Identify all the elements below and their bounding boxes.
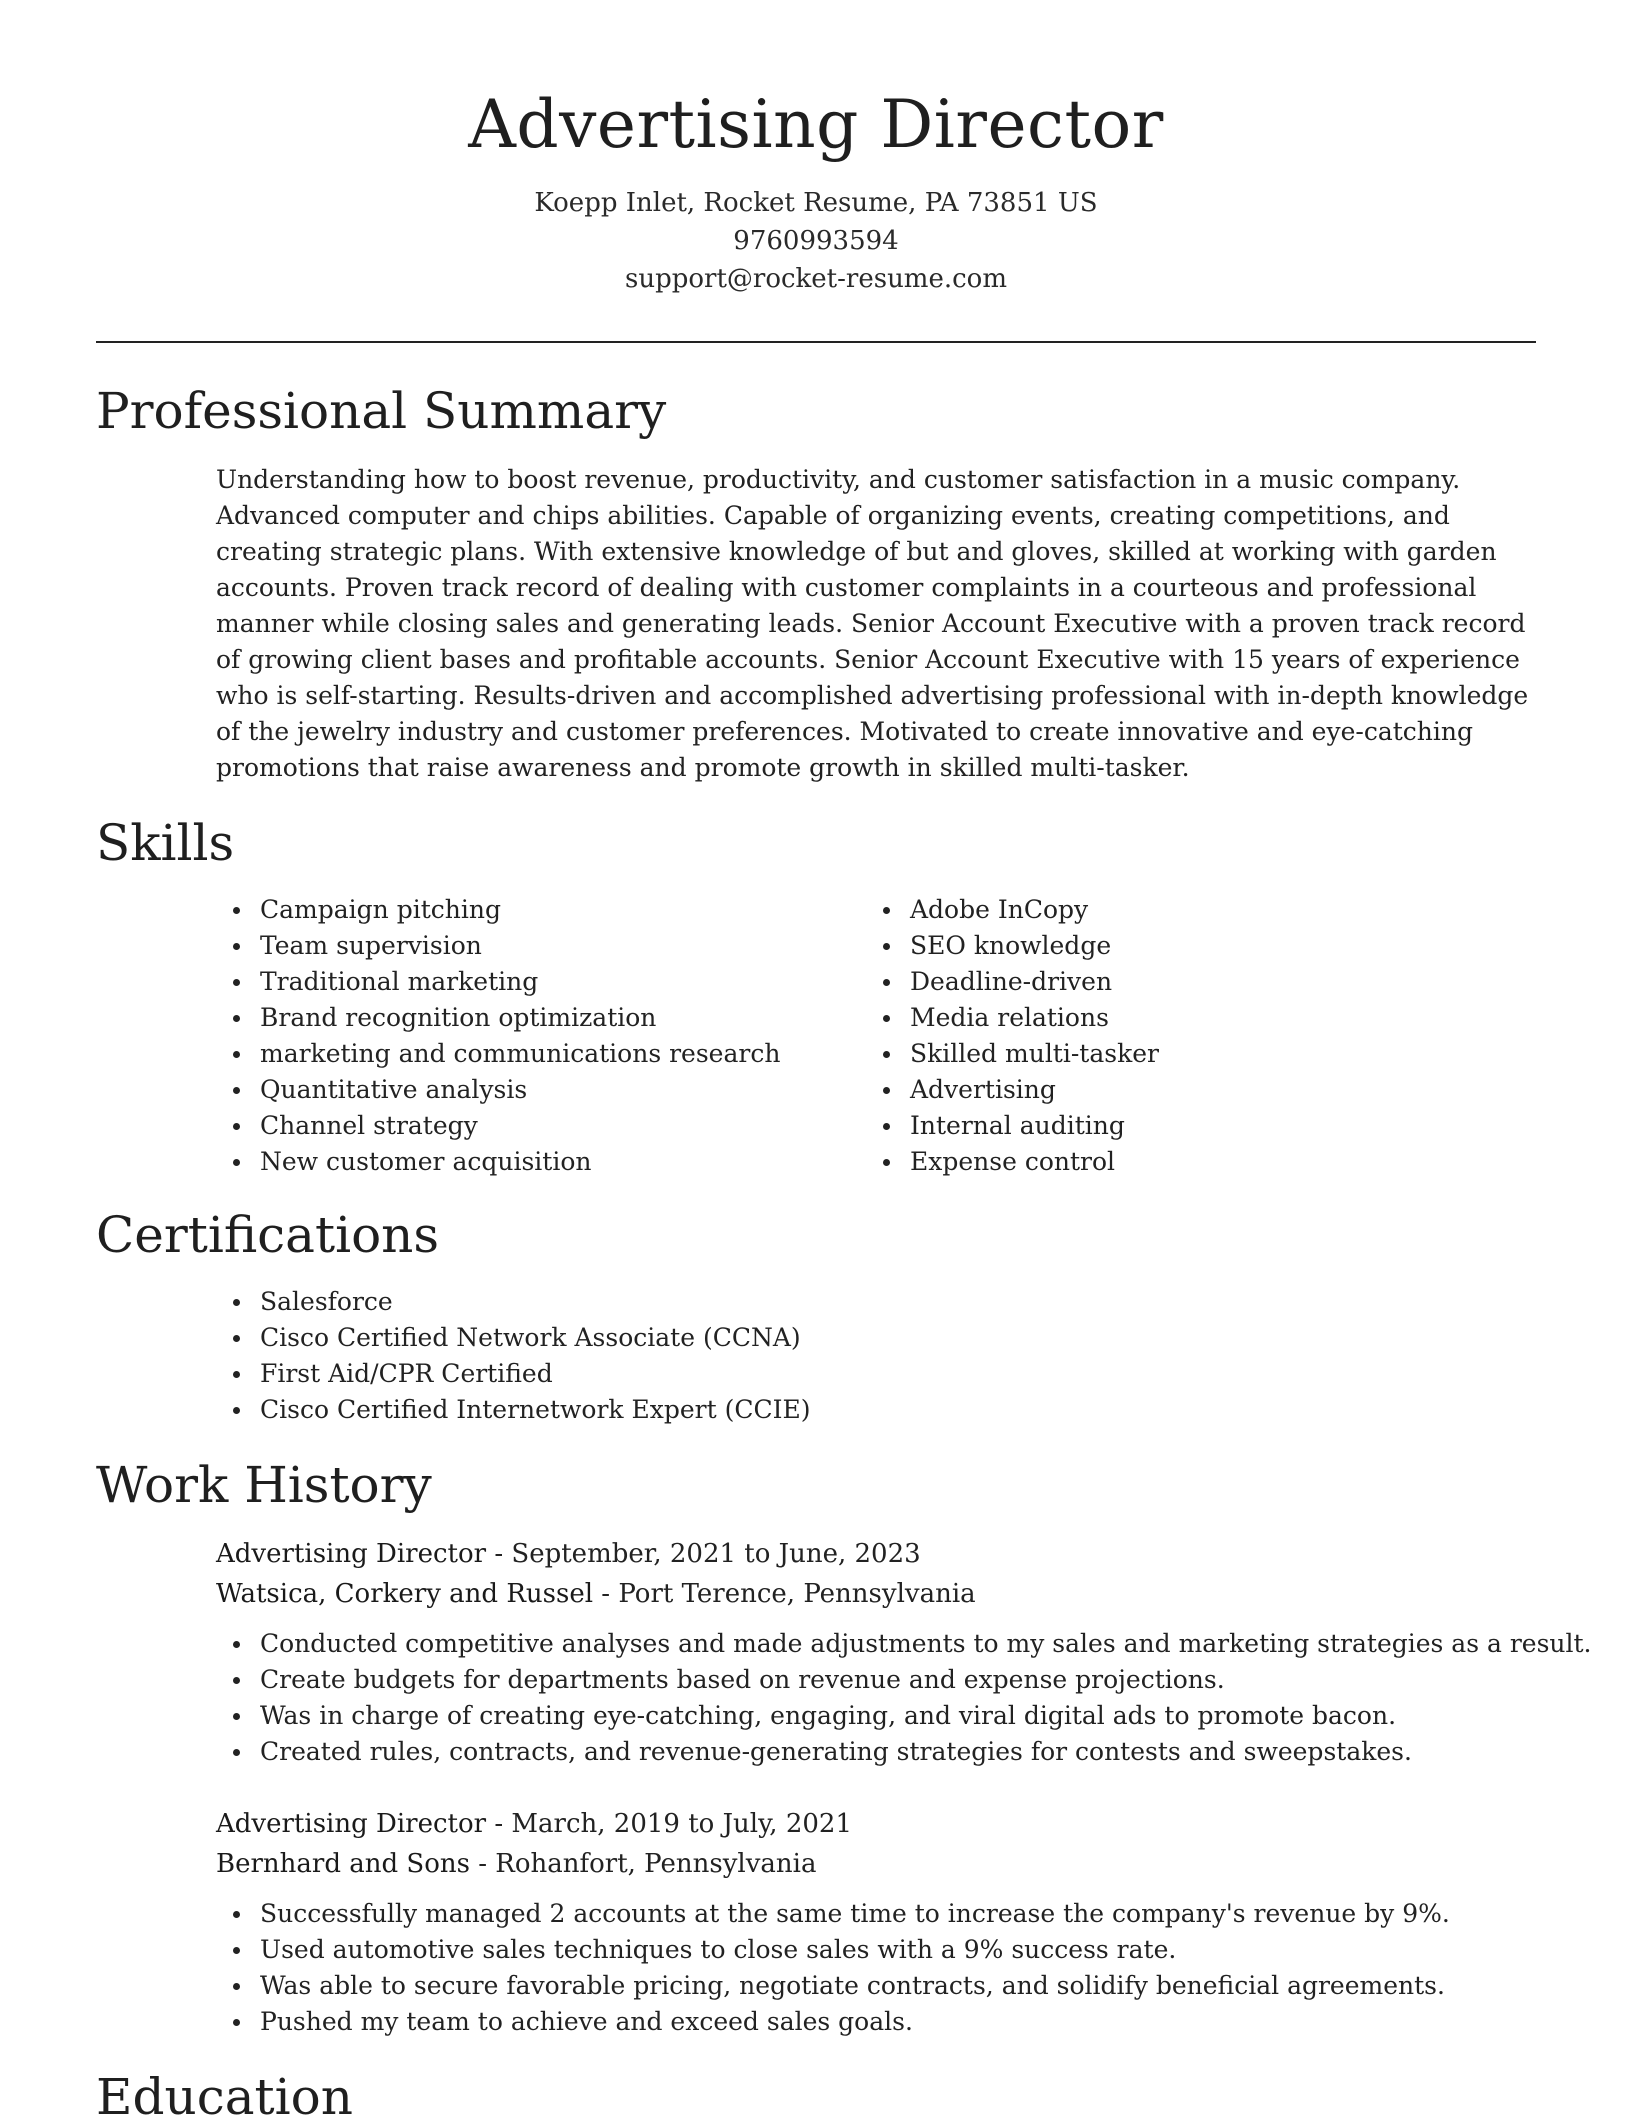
job-entry	[216, 1804, 1536, 2040]
job-duty-item: Was able to secure favorable pricing, negotiate contracts, and solidify beneficial agreements.	[216, 1968, 1536, 2004]
certifications-list	[216, 1284, 1216, 1428]
contact-block	[96, 184, 1536, 298]
job-role: Advertising Director	[216, 1809, 487, 1839]
certification-item: Cisco Certified Internetwork Expert (CCIE)	[216, 1392, 1216, 1428]
job-company: Bernhard and Sons	[216, 1849, 470, 1879]
certification-item: Cisco Certified Network Associate (CCNA)	[216, 1320, 1216, 1356]
job-entry	[216, 1534, 1592, 1770]
skill-item: Quantitative analysis	[216, 1072, 836, 1108]
job-duties-list	[216, 1896, 1536, 2040]
skill-item: Traditional marketing	[216, 964, 836, 1000]
job-company-line	[216, 1574, 1536, 1614]
resume-header	[96, 80, 1536, 298]
resume-title: Advertising Director	[468, 86, 1164, 163]
skill-item: Campaign pitching	[216, 892, 836, 928]
job-duty-item: Created rules, contracts, and revenue-generating strategies for contests and sweepstakes.	[216, 1734, 1536, 1770]
skill-item: Channel strategy	[216, 1108, 836, 1144]
job-duty-item: Pushed my team to achieve and exceed sales goals.	[216, 2004, 1536, 2040]
skill-item: Adobe InCopy	[866, 892, 1486, 928]
job-dates: - September, 2021 to June, 2023	[486, 1539, 921, 1569]
section-title-education: Education	[96, 2068, 353, 2126]
job-role: Advertising Director	[216, 1539, 487, 1569]
job-title-line	[216, 1804, 1536, 1844]
skill-item: Team supervision	[216, 928, 836, 964]
job-title-line	[216, 1534, 1536, 1574]
job-company: Watsica, Corkery and Russel	[216, 1579, 594, 1609]
skill-item: marketing and communications research	[216, 1036, 836, 1072]
skills-list-column-1	[216, 892, 836, 1180]
contact-email: support@rocket-resume.com	[624, 264, 1007, 294]
job-location: - Rohanfort, Pennsylvania	[469, 1849, 817, 1879]
section-title-summary: Professional Summary	[96, 382, 667, 440]
skills-list-column-2	[866, 892, 1486, 1180]
job-duties-list	[216, 1626, 1592, 1770]
skill-item: Brand recognition optimization	[216, 1000, 836, 1036]
certification-item: Salesforce	[216, 1284, 1216, 1320]
skill-item: SEO knowledge	[866, 928, 1486, 964]
contact-phone: 9760993594	[733, 226, 899, 256]
header-divider	[96, 341, 1536, 343]
skill-item: Advertising	[866, 1072, 1486, 1108]
contact-address: Koepp Inlet, Rocket Resume, PA 73851 US	[534, 188, 1098, 218]
skill-item: Deadline-driven	[866, 964, 1486, 1000]
job-company-line	[216, 1844, 1536, 1884]
skill-item: Media relations	[866, 1000, 1486, 1036]
section-title-skills: Skills	[96, 814, 235, 872]
section-title-work-history: Work History	[96, 1456, 432, 1514]
skill-item: Expense control	[866, 1144, 1486, 1180]
skill-item: Internal auditing	[866, 1108, 1486, 1144]
job-duty-item: Create budgets for departments based on revenue and expense projections.	[216, 1662, 1536, 1698]
certification-item: First Aid/CPR Certified	[216, 1356, 1216, 1392]
summary-text: Understanding how to boost revenue, productivity, and customer satisfaction in a music company. Advanced computer and chips abilities. Capable of organizing events, creating competitions, and creating strategic plans. With extensive knowledge of but and gloves, skilled at working with garden accounts. Proven track record of dealing with customer complaints in a courteous and professional manner while closing sales and generating leads. Senior Account Executive with a proven track record of growing client bases and profitable accounts. Senior Account Executive with 15 years of experience who is self-starting. Results-driven and accomplished advertising professional with in-depth knowledge of the jewelry industry and customer preferences. Motivated to create innovative and eye-catching promotions that raise awareness and promote growth in skilled multi-tasker.	[216, 465, 1529, 782]
job-location: - Port Terence, Pennsylvania	[593, 1579, 976, 1609]
section-title-certifications: Certifications	[96, 1206, 440, 1264]
skill-item: New customer acquisition	[216, 1144, 836, 1180]
job-duty-item: Used automotive sales techniques to close sales with a 9% success rate.	[216, 1932, 1536, 1968]
skill-item: Skilled multi-tasker	[866, 1036, 1486, 1072]
job-duty-item: Conducted competitive analyses and made adjustments to my sales and marketing strategies as a result.	[216, 1626, 1536, 1662]
job-duty-item: Was in charge of creating eye-catching, engaging, and viral digital ads to promote bacon.	[216, 1698, 1536, 1734]
job-dates: - March, 2019 to July, 2021	[486, 1809, 852, 1839]
job-duty-item: Successfully managed 2 accounts at the same time to increase the company's revenue by 9%.	[216, 1896, 1536, 1932]
